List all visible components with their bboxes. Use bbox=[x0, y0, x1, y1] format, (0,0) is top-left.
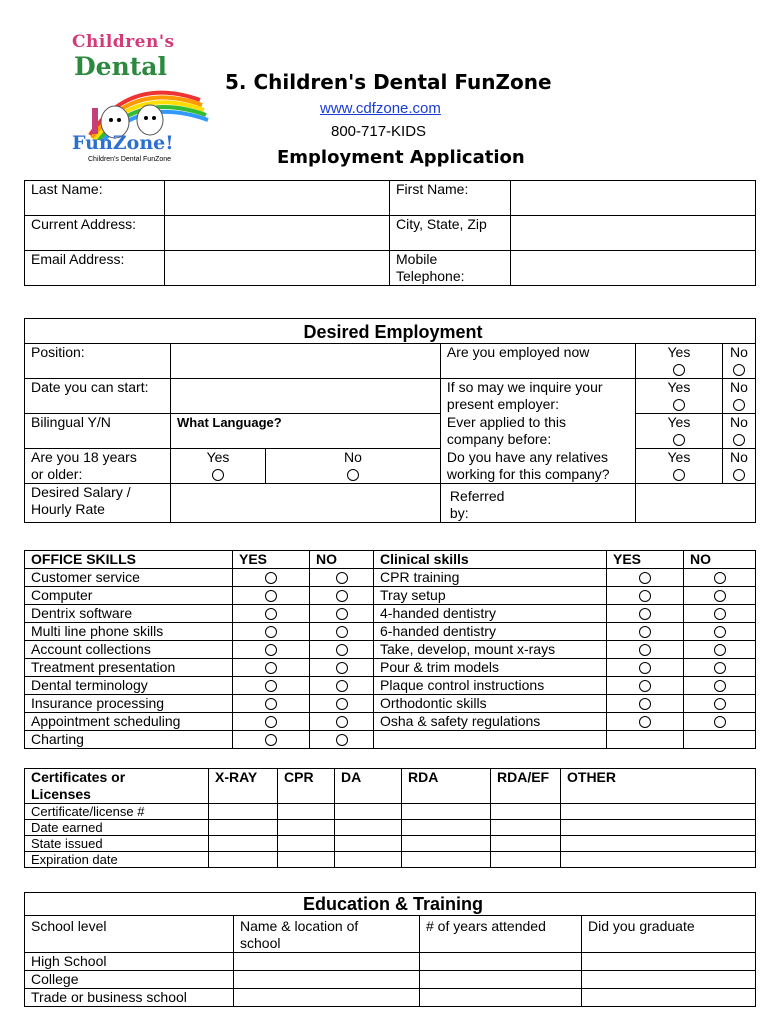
office-no-radio[interactable] bbox=[336, 698, 348, 710]
clinical-yes-radio[interactable] bbox=[639, 698, 651, 710]
education-heading: Education & Training bbox=[25, 893, 756, 916]
logo-line2: Dental bbox=[74, 52, 168, 81]
clinical-yes-header: YES bbox=[607, 551, 684, 569]
graduate-header: Did you graduate bbox=[582, 916, 756, 953]
inquire-no-cell bbox=[722, 379, 755, 414]
age-line2: or older: bbox=[31, 466, 83, 482]
applied-line1: Ever applied to this bbox=[446, 413, 566, 430]
clinical-yes-radio[interactable] bbox=[639, 572, 651, 584]
cert-cell[interactable] bbox=[278, 820, 335, 836]
education-cell[interactable] bbox=[582, 989, 756, 1007]
applied-no-cell bbox=[722, 414, 755, 449]
school-name-header-line2: school bbox=[240, 935, 281, 951]
phone-number: 800-717-KIDS bbox=[331, 123, 427, 140]
cert-cell[interactable] bbox=[402, 836, 491, 852]
office-yes-radio[interactable] bbox=[265, 716, 277, 728]
office-yes-radio[interactable] bbox=[265, 734, 277, 746]
office-no-radio[interactable] bbox=[336, 590, 348, 602]
employed-yes-radio[interactable] bbox=[673, 364, 685, 376]
years-attended-header: # of years attended bbox=[420, 916, 582, 953]
current-address-label: Current Address: bbox=[25, 216, 165, 251]
salary-line1: Desired Salary / bbox=[31, 484, 131, 500]
date-start-field[interactable] bbox=[171, 379, 441, 414]
cert-cell[interactable] bbox=[491, 820, 561, 836]
skills-table bbox=[24, 550, 756, 749]
school-level: College bbox=[25, 971, 234, 989]
yes-label: Yes bbox=[667, 414, 691, 430]
inquire-yes-cell bbox=[635, 379, 722, 414]
clinical-skill: CPR training bbox=[374, 569, 607, 587]
applied-line2: company before: bbox=[446, 430, 552, 447]
cert-cell[interactable] bbox=[209, 836, 278, 852]
no-label: No bbox=[730, 414, 748, 430]
clinical-skill-empty bbox=[374, 731, 607, 749]
education-cell[interactable] bbox=[420, 989, 582, 1007]
office-skill: Charting bbox=[25, 731, 233, 749]
yes-label: Yes bbox=[206, 449, 230, 465]
clinical-skill: 4-handed dentistry bbox=[374, 605, 607, 623]
clinical-skill: 6-handed dentistry bbox=[374, 623, 607, 641]
office-no-radio[interactable] bbox=[336, 572, 348, 584]
school-level: Trade or business school bbox=[25, 989, 234, 1007]
clinical-no-radio[interactable] bbox=[714, 626, 726, 638]
cert-col-xray: X-RAY bbox=[209, 769, 278, 804]
desired-employment-heading: Desired Employment bbox=[25, 319, 756, 344]
school-name-header-line1: Name & location of bbox=[240, 918, 359, 934]
logo-line1: Children's bbox=[72, 32, 175, 52]
applied-yes-cell bbox=[635, 414, 722, 449]
what-language-field[interactable]: What Language? bbox=[171, 414, 441, 449]
office-no-radio[interactable] bbox=[336, 644, 348, 656]
employed-no-radio[interactable] bbox=[733, 364, 745, 376]
clinical-no-radio[interactable] bbox=[714, 680, 726, 692]
certificates-header-line2: Licenses bbox=[31, 786, 91, 802]
salary-field[interactable] bbox=[171, 484, 441, 523]
education-cell[interactable] bbox=[420, 953, 582, 971]
cert-cell[interactable] bbox=[278, 836, 335, 852]
certificates-header bbox=[25, 769, 209, 804]
cert-cell[interactable] bbox=[335, 852, 402, 868]
age-yes-radio[interactable] bbox=[212, 469, 224, 481]
employed-yes-cell bbox=[635, 344, 722, 379]
inquire-no-radio[interactable] bbox=[733, 399, 745, 411]
certificates-header-line1: Certificates or bbox=[31, 769, 126, 785]
office-skills-header: OFFICE SKILLS bbox=[25, 551, 233, 569]
clinical-skill: Orthodontic skills bbox=[374, 695, 607, 713]
office-skill: Treatment presentation bbox=[25, 659, 233, 677]
form-title: Employment Application bbox=[277, 147, 525, 168]
no-label: No bbox=[730, 379, 748, 395]
cert-cell[interactable] bbox=[561, 820, 756, 836]
salary-line2: Hourly Rate bbox=[31, 501, 105, 517]
desired-employment-table bbox=[24, 318, 756, 523]
yes-label: Yes bbox=[667, 379, 691, 395]
empty-cell bbox=[607, 731, 684, 749]
clinical-yes-radio[interactable] bbox=[639, 644, 651, 656]
clinical-skill: Osha & safety regulations bbox=[374, 713, 607, 731]
education-cell[interactable] bbox=[234, 953, 420, 971]
office-skill: Customer service bbox=[25, 569, 233, 587]
referred-field[interactable] bbox=[635, 484, 755, 523]
cert-col-rdaef: RDA/EF bbox=[491, 769, 561, 804]
personal-info-table bbox=[24, 180, 756, 286]
tooth-mascot-illustration bbox=[70, 80, 210, 140]
age-yes-cell bbox=[171, 449, 266, 484]
school-level-header: School level bbox=[25, 916, 234, 953]
relatives-line2: working for this company? bbox=[446, 465, 610, 482]
clinical-no-radio[interactable] bbox=[714, 698, 726, 710]
applied-no-radio[interactable] bbox=[733, 434, 745, 446]
certificates-table bbox=[24, 768, 756, 868]
cert-cell[interactable] bbox=[209, 820, 278, 836]
cert-cell[interactable] bbox=[402, 820, 491, 836]
relatives-no-radio[interactable] bbox=[733, 469, 745, 481]
cert-row-label: Certificate/license # bbox=[25, 804, 209, 820]
employed-question: Are you employed now bbox=[440, 344, 635, 379]
office-skill: Account collections bbox=[25, 641, 233, 659]
cert-cell[interactable] bbox=[561, 836, 756, 852]
last-name-label: Last Name: bbox=[25, 181, 165, 216]
applied-yes-radio[interactable] bbox=[673, 434, 685, 446]
cert-row-label: State issued bbox=[25, 836, 209, 852]
office-no-header: NO bbox=[310, 551, 374, 569]
referred-line1: Referred bbox=[449, 488, 505, 504]
office-yes-radio[interactable] bbox=[265, 698, 277, 710]
yes-label: Yes bbox=[667, 344, 691, 360]
office-skill: Multi line phone skills bbox=[25, 623, 233, 641]
cert-col-other: OTHER bbox=[561, 769, 756, 804]
clinical-yes-radio[interactable] bbox=[639, 626, 651, 638]
cert-cell[interactable] bbox=[335, 804, 402, 820]
clinical-yes-radio[interactable] bbox=[639, 608, 651, 620]
clinical-skill: Pour & trim models bbox=[374, 659, 607, 677]
yes-label: Yes bbox=[667, 449, 691, 465]
current-address-field[interactable] bbox=[165, 216, 390, 251]
position-label: Position: bbox=[25, 344, 171, 379]
education-cell[interactable] bbox=[420, 971, 582, 989]
office-no-radio[interactable] bbox=[336, 716, 348, 728]
clinical-no-radio[interactable] bbox=[714, 590, 726, 602]
cert-col-rda: RDA bbox=[402, 769, 491, 804]
inquire-question bbox=[440, 379, 635, 414]
no-label: No bbox=[730, 344, 748, 360]
cert-cell[interactable] bbox=[491, 836, 561, 852]
cert-cell[interactable] bbox=[278, 804, 335, 820]
cert-cell[interactable] bbox=[561, 852, 756, 868]
inquire-line1: If so may we inquire your bbox=[446, 379, 603, 395]
clinical-no-radio[interactable] bbox=[714, 716, 726, 728]
office-yes-radio[interactable] bbox=[265, 626, 277, 638]
clinical-no-radio[interactable] bbox=[714, 608, 726, 620]
position-field[interactable] bbox=[171, 344, 441, 379]
office-yes-header: YES bbox=[233, 551, 310, 569]
office-yes-radio[interactable] bbox=[265, 680, 277, 692]
age-no-radio[interactable] bbox=[347, 469, 359, 481]
city-state-zip-label: City, State, Zip bbox=[390, 216, 511, 251]
email-label: Email Address: bbox=[25, 251, 165, 286]
relatives-yes-radio[interactable] bbox=[673, 469, 685, 481]
office-skill: Dentrix software bbox=[25, 605, 233, 623]
referred-line2: by: bbox=[449, 505, 469, 521]
cert-cell[interactable] bbox=[278, 852, 335, 868]
empty-cell bbox=[684, 731, 756, 749]
first-name-label: First Name: bbox=[390, 181, 511, 216]
office-yes-radio[interactable] bbox=[265, 590, 277, 602]
cert-cell[interactable] bbox=[402, 852, 491, 868]
mobile-text: Mobile bbox=[396, 251, 438, 267]
education-table bbox=[24, 892, 756, 1007]
cert-cell[interactable] bbox=[335, 836, 402, 852]
city-state-zip-field[interactable] bbox=[511, 216, 756, 251]
mobile-telephone-field[interactable] bbox=[511, 251, 756, 286]
logo bbox=[70, 32, 215, 167]
cert-cell[interactable] bbox=[402, 804, 491, 820]
last-name-field[interactable] bbox=[165, 181, 390, 216]
clinical-no-header: NO bbox=[684, 551, 756, 569]
clinical-yes-radio[interactable] bbox=[639, 662, 651, 674]
education-cell[interactable] bbox=[234, 971, 420, 989]
cert-cell[interactable] bbox=[335, 820, 402, 836]
office-no-radio[interactable] bbox=[336, 734, 348, 746]
relatives-question bbox=[440, 449, 635, 484]
cert-cell[interactable] bbox=[561, 804, 756, 820]
clinical-yes-radio[interactable] bbox=[639, 716, 651, 728]
applied-question bbox=[440, 414, 635, 449]
cert-cell[interactable] bbox=[209, 852, 278, 868]
age-line1: Are you 18 years bbox=[31, 449, 137, 465]
office-yes-radio[interactable] bbox=[265, 572, 277, 584]
office-no-radio[interactable] bbox=[336, 608, 348, 620]
employed-no-cell bbox=[722, 344, 755, 379]
logo-tagline: Children's Dental FunZone bbox=[88, 156, 172, 163]
office-skill: Appointment scheduling bbox=[25, 713, 233, 731]
inquire-line2: present employer: bbox=[446, 396, 559, 412]
office-no-radio[interactable] bbox=[336, 626, 348, 638]
logo-line3: FunZone! bbox=[72, 132, 174, 154]
office-no-radio[interactable] bbox=[336, 662, 348, 674]
office-skill: Dental terminology bbox=[25, 677, 233, 695]
office-yes-radio[interactable] bbox=[265, 608, 277, 620]
cert-col-cpr: CPR bbox=[278, 769, 335, 804]
education-cell[interactable] bbox=[582, 953, 756, 971]
relatives-line1: Do you have any relatives bbox=[446, 448, 609, 465]
salary-label bbox=[25, 484, 171, 523]
no-label: No bbox=[730, 449, 748, 465]
inquire-yes-radio[interactable] bbox=[673, 399, 685, 411]
clinical-skill: Take, develop, mount x-rays bbox=[374, 641, 607, 659]
no-label: No bbox=[344, 449, 362, 465]
clinical-no-radio[interactable] bbox=[714, 662, 726, 674]
telephone-text: Telephone: bbox=[396, 268, 465, 284]
office-yes-radio[interactable] bbox=[265, 644, 277, 656]
cert-row-label: Expiration date bbox=[25, 852, 209, 868]
education-cell[interactable] bbox=[582, 971, 756, 989]
clinical-yes-radio[interactable] bbox=[639, 680, 651, 692]
office-skill: Insurance processing bbox=[25, 695, 233, 713]
referred-label bbox=[440, 484, 635, 523]
cert-cell[interactable] bbox=[491, 804, 561, 820]
cert-cell[interactable] bbox=[491, 852, 561, 868]
page-title: 5. Children's Dental FunZone bbox=[225, 70, 552, 94]
cert-row-label: Date earned bbox=[25, 820, 209, 836]
school-level: High School bbox=[25, 953, 234, 971]
date-start-label: Date you can start: bbox=[25, 379, 171, 414]
bilingual-label: Bilingual Y/N bbox=[25, 414, 171, 449]
age-no-cell bbox=[266, 449, 441, 484]
clinical-no-radio[interactable] bbox=[714, 644, 726, 656]
cert-col-da: DA bbox=[335, 769, 402, 804]
email-field[interactable] bbox=[165, 251, 390, 286]
clinical-no-radio[interactable] bbox=[714, 572, 726, 584]
office-skill: Computer bbox=[25, 587, 233, 605]
education-cell[interactable] bbox=[234, 989, 420, 1007]
age-question bbox=[25, 449, 171, 484]
relatives-no-cell bbox=[722, 449, 755, 484]
cert-cell[interactable] bbox=[209, 804, 278, 820]
office-yes-radio[interactable] bbox=[265, 662, 277, 674]
clinical-yes-radio[interactable] bbox=[639, 590, 651, 602]
clinical-skills-header: Clinical skills bbox=[374, 551, 607, 569]
relatives-yes-cell bbox=[635, 449, 722, 484]
first-name-field[interactable] bbox=[511, 181, 756, 216]
clinical-skill: Plaque control instructions bbox=[374, 677, 607, 695]
office-no-radio[interactable] bbox=[336, 680, 348, 692]
school-name-header bbox=[234, 916, 420, 953]
website-link[interactable]: www.cdfzone.com bbox=[320, 100, 441, 117]
mobile-telephone-label bbox=[390, 251, 511, 286]
clinical-skill: Tray setup bbox=[374, 587, 607, 605]
